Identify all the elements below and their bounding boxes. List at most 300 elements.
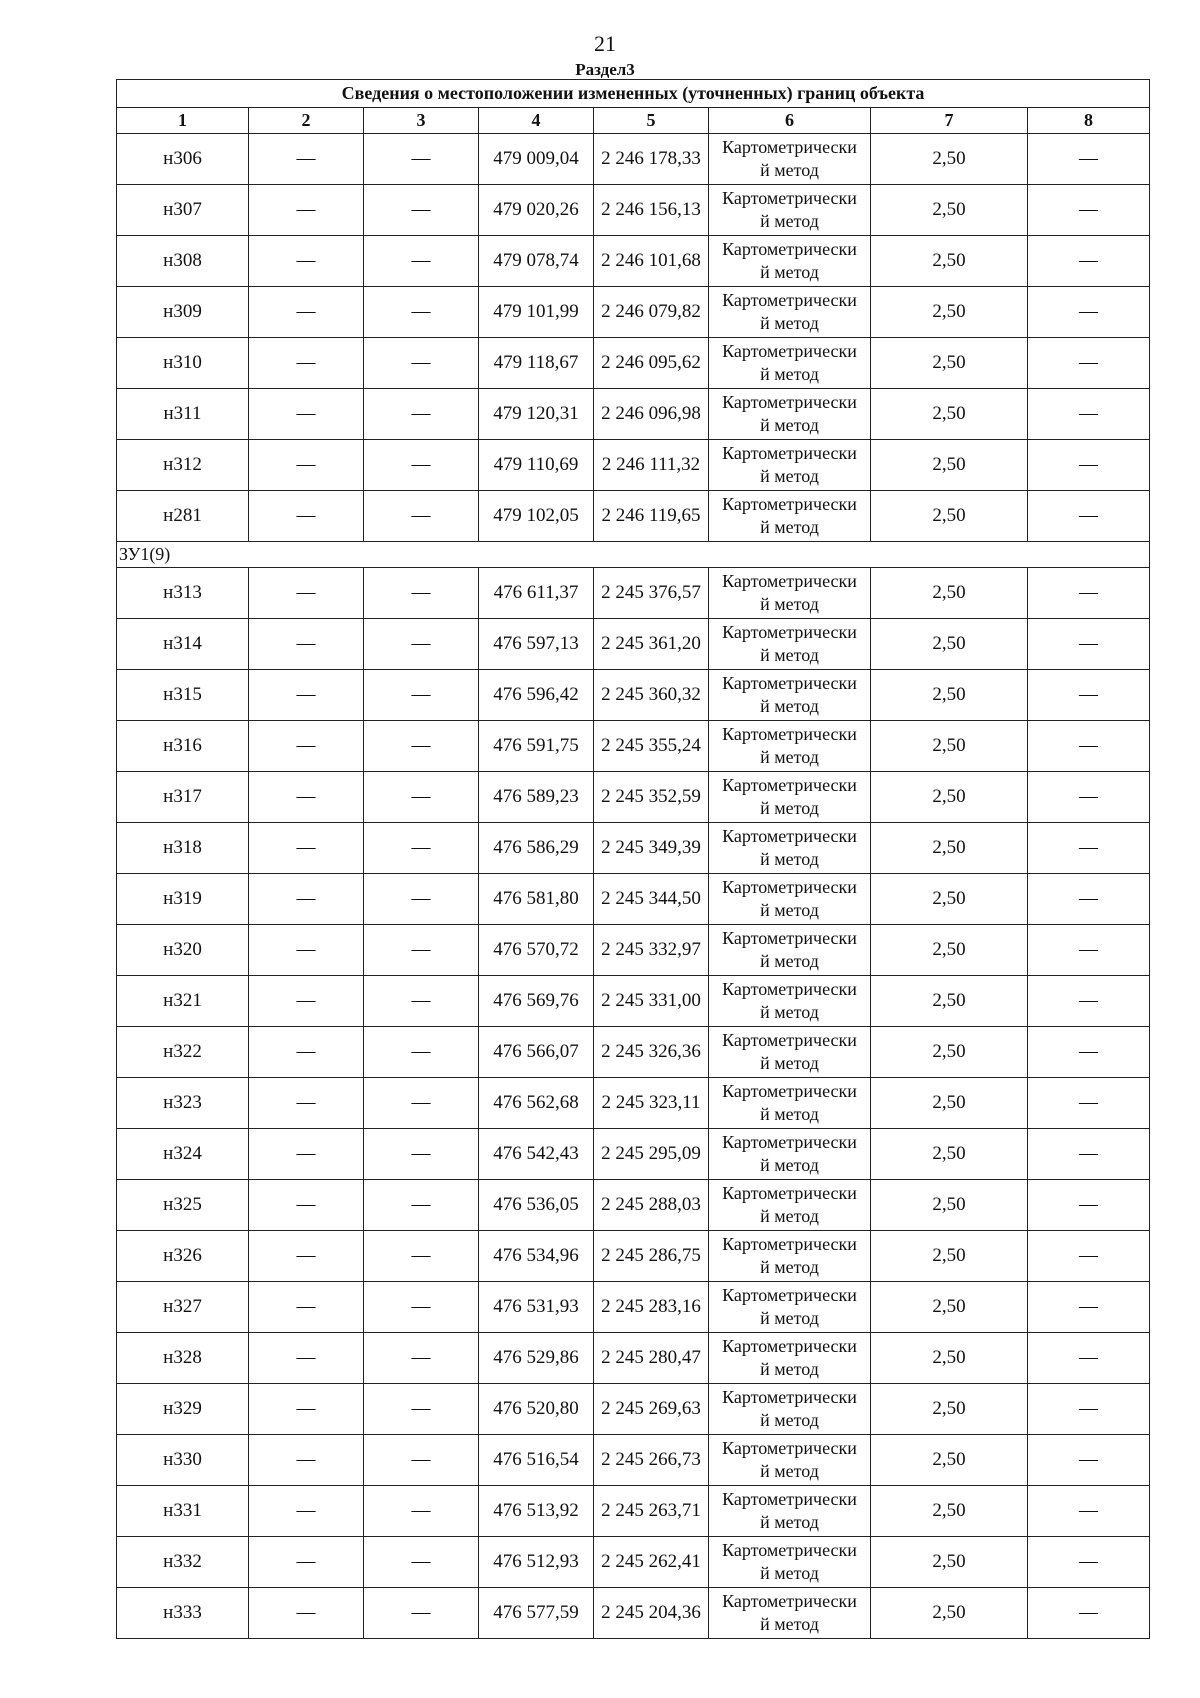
method-cell [709,1282,871,1333]
empty-dash-cell: — [1028,185,1150,236]
point-number-cell: н332 [117,1537,249,1588]
x-coordinate-cell: 479 078,74 [479,236,594,287]
empty-dash-cell: — [249,1537,364,1588]
point-number-cell: н328 [117,1333,249,1384]
empty-dash-cell: — [249,874,364,925]
x-coordinate-cell: 479 120,31 [479,389,594,440]
y-coordinate-cell: 2 246 156,13 [594,185,709,236]
method-cell [709,568,871,619]
method-cell [709,236,871,287]
method-line: й метод [760,849,819,869]
x-coordinate-cell: 476 569,76 [479,976,594,1027]
point-number-cell: н330 [117,1435,249,1486]
empty-dash-cell: — [1028,1486,1150,1537]
empty-dash-cell: — [249,134,364,185]
accuracy-cell: 2,50 [871,823,1028,874]
empty-dash-cell: — [249,440,364,491]
method-cell [709,134,871,185]
table-row [117,1282,1150,1333]
empty-dash-cell: — [249,236,364,287]
empty-dash-cell: — [364,1282,479,1333]
method-line: Картометрически [722,443,857,463]
x-coordinate-cell: 476 589,23 [479,772,594,823]
method-line: Картометрически [722,1081,857,1101]
y-coordinate-cell: 2 245 288,03 [594,1180,709,1231]
point-number-cell: н306 [117,134,249,185]
empty-dash-cell: — [364,491,479,542]
method-line: й метод [760,211,819,231]
y-coordinate-cell: 2 246 095,62 [594,338,709,389]
accuracy-cell: 2,50 [871,1231,1028,1282]
y-coordinate-cell: 2 245 295,09 [594,1129,709,1180]
point-number-cell: н311 [117,389,249,440]
y-coordinate-cell: 2 245 269,63 [594,1384,709,1435]
table-row [117,236,1150,287]
point-number-cell: н324 [117,1129,249,1180]
point-number-cell: н314 [117,619,249,670]
table-body [117,134,1150,1639]
empty-dash-cell: — [364,874,479,925]
y-coordinate-cell: 2 245 361,20 [594,619,709,670]
empty-dash-cell: — [364,338,479,389]
method-line: й метод [760,1206,819,1226]
accuracy-cell: 2,50 [871,134,1028,185]
method-line: й метод [760,900,819,920]
x-coordinate-cell: 476 562,68 [479,1078,594,1129]
empty-dash-cell: — [249,338,364,389]
method-line: Картометрически [722,392,857,412]
method-line: Картометрически [722,724,857,744]
accuracy-cell: 2,50 [871,874,1028,925]
empty-dash-cell: — [364,619,479,670]
accuracy-cell: 2,50 [871,1078,1028,1129]
method-cell [709,772,871,823]
empty-dash-cell: — [1028,338,1150,389]
method-line: Картометрически [722,571,857,591]
accuracy-cell: 2,50 [871,491,1028,542]
x-coordinate-cell: 476 597,13 [479,619,594,670]
accuracy-cell: 2,50 [871,287,1028,338]
table-row [117,721,1150,772]
table-row [117,389,1150,440]
x-coordinate-cell: 476 513,92 [479,1486,594,1537]
accuracy-cell: 2,50 [871,1129,1028,1180]
column-number: 8 [1028,108,1150,134]
x-coordinate-cell: 476 586,29 [479,823,594,874]
x-coordinate-cell: 476 520,80 [479,1384,594,1435]
empty-dash-cell: — [1028,874,1150,925]
accuracy-cell: 2,50 [871,236,1028,287]
x-coordinate-cell: 476 611,37 [479,568,594,619]
empty-dash-cell: — [364,670,479,721]
empty-dash-cell: — [1028,1588,1150,1639]
table-row [117,134,1150,185]
empty-dash-cell: — [249,1180,364,1231]
empty-dash-cell: — [249,185,364,236]
method-line: й метод [760,798,819,818]
empty-dash-cell: — [364,1129,479,1180]
table-row [117,925,1150,976]
accuracy-cell: 2,50 [871,568,1028,619]
point-number-cell: н313 [117,568,249,619]
accuracy-cell: 2,50 [871,1384,1028,1435]
empty-dash-cell: — [1028,1537,1150,1588]
empty-dash-cell: — [249,925,364,976]
y-coordinate-cell: 2 245 332,97 [594,925,709,976]
point-number-cell: н318 [117,823,249,874]
method-line: й метод [760,1512,819,1532]
group-label: ЗУ1(9) [117,542,1150,568]
point-number-cell: н319 [117,874,249,925]
table-row [117,1486,1150,1537]
empty-dash-cell: — [249,619,364,670]
method-line: Картометрически [722,137,857,157]
y-coordinate-cell: 2 246 111,32 [594,440,709,491]
method-line: й метод [760,951,819,971]
method-line: Картометрически [722,1183,857,1203]
accuracy-cell: 2,50 [871,1282,1028,1333]
method-line: Картометрически [722,1591,857,1611]
method-line: Картометрически [722,341,857,361]
empty-dash-cell: — [364,568,479,619]
method-line: Картометрически [722,290,857,310]
empty-dash-cell: — [1028,1282,1150,1333]
column-number-row [117,108,1150,134]
point-number-cell: н323 [117,1078,249,1129]
empty-dash-cell: — [364,185,479,236]
y-coordinate-cell: 2 246 178,33 [594,134,709,185]
y-coordinate-cell: 2 245 204,36 [594,1588,709,1639]
empty-dash-cell: — [1028,568,1150,619]
column-number: 5 [594,108,709,134]
empty-dash-cell: — [249,1231,364,1282]
point-number-cell: н331 [117,1486,249,1537]
method-line: й метод [760,1104,819,1124]
point-number-cell: н312 [117,440,249,491]
method-cell [709,976,871,1027]
method-cell [709,1078,871,1129]
table-row [117,772,1150,823]
empty-dash-cell: — [249,568,364,619]
empty-dash-cell: — [364,1078,479,1129]
method-line: й метод [760,364,819,384]
method-line: Картометрически [722,877,857,897]
method-cell [709,440,871,491]
x-coordinate-cell: 476 566,07 [479,1027,594,1078]
empty-dash-cell: — [249,1333,364,1384]
empty-dash-cell: — [364,440,479,491]
empty-dash-cell: — [1028,925,1150,976]
page-number: 21 [594,31,616,56]
method-line: Картометрически [722,1285,857,1305]
empty-dash-cell: — [364,1486,479,1537]
empty-dash-cell: — [1028,1231,1150,1282]
accuracy-cell: 2,50 [871,1027,1028,1078]
table-row [117,1588,1150,1639]
empty-dash-cell: — [1028,389,1150,440]
empty-dash-cell: — [364,389,479,440]
empty-dash-cell: — [1028,1435,1150,1486]
empty-dash-cell: — [249,823,364,874]
table-row [117,1231,1150,1282]
accuracy-cell: 2,50 [871,389,1028,440]
point-number-cell: н307 [117,185,249,236]
empty-dash-cell: — [1028,670,1150,721]
column-number: 7 [871,108,1028,134]
method-line: й метод [760,1257,819,1277]
method-cell [709,1027,871,1078]
table-row [117,1078,1150,1129]
coordinates-table [116,79,1150,1639]
y-coordinate-cell: 2 245 349,39 [594,823,709,874]
x-coordinate-cell: 479 101,99 [479,287,594,338]
method-line: й метод [760,160,819,180]
accuracy-cell: 2,50 [871,185,1028,236]
method-cell [709,619,871,670]
method-line: й метод [760,1002,819,1022]
accuracy-cell: 2,50 [871,1180,1028,1231]
table-row [117,823,1150,874]
accuracy-cell: 2,50 [871,1435,1028,1486]
y-coordinate-cell: 2 246 119,65 [594,491,709,542]
method-cell [709,670,871,721]
accuracy-cell: 2,50 [871,1486,1028,1537]
method-line: Картометрически [722,1489,857,1509]
method-cell [709,338,871,389]
empty-dash-cell: — [364,134,479,185]
method-line: й метод [760,1308,819,1328]
x-coordinate-cell: 476 570,72 [479,925,594,976]
table-caption-row [117,80,1150,108]
method-line: й метод [760,645,819,665]
y-coordinate-cell: 2 245 344,50 [594,874,709,925]
point-number-cell: н329 [117,1384,249,1435]
accuracy-cell: 2,50 [871,772,1028,823]
method-line: й метод [760,1461,819,1481]
column-number: 2 [249,108,364,134]
empty-dash-cell: — [364,1588,479,1639]
empty-dash-cell: — [1028,619,1150,670]
method-line: й метод [760,747,819,767]
empty-dash-cell: — [1028,721,1150,772]
table-row [117,1333,1150,1384]
empty-dash-cell: — [364,1333,479,1384]
empty-dash-cell: — [249,1078,364,1129]
method-line: й метод [760,466,819,486]
empty-dash-cell: — [1028,134,1150,185]
method-cell [709,1333,871,1384]
accuracy-cell: 2,50 [871,925,1028,976]
point-number-cell: н333 [117,1588,249,1639]
method-line: Картометрически [722,826,857,846]
empty-dash-cell: — [249,1435,364,1486]
method-line: Картометрически [722,239,857,259]
method-line: й метод [760,415,819,435]
empty-dash-cell: — [249,1282,364,1333]
method-cell [709,185,871,236]
empty-dash-cell: — [1028,1384,1150,1435]
table-row [117,874,1150,925]
empty-dash-cell: — [364,925,479,976]
method-line: й метод [760,1053,819,1073]
y-coordinate-cell: 2 246 079,82 [594,287,709,338]
y-coordinate-cell: 2 245 355,24 [594,721,709,772]
point-number-cell: н326 [117,1231,249,1282]
empty-dash-cell: — [1028,491,1150,542]
method-line: Картометрически [722,1234,857,1254]
table-row [117,440,1150,491]
empty-dash-cell: — [1028,1180,1150,1231]
accuracy-cell: 2,50 [871,721,1028,772]
x-coordinate-cell: 479 118,67 [479,338,594,389]
accuracy-cell: 2,50 [871,1537,1028,1588]
empty-dash-cell: — [1028,1333,1150,1384]
point-number-cell: н310 [117,338,249,389]
method-line: й метод [760,594,819,614]
y-coordinate-cell: 2 245 376,57 [594,568,709,619]
table-row [117,491,1150,542]
empty-dash-cell: — [1028,823,1150,874]
column-number: 6 [709,108,871,134]
x-coordinate-cell: 479 020,26 [479,185,594,236]
x-coordinate-cell: 476 512,93 [479,1537,594,1588]
point-number-cell: н325 [117,1180,249,1231]
method-line: й метод [760,1359,819,1379]
method-cell [709,1435,871,1486]
table-row [117,619,1150,670]
method-line: Картометрически [722,1336,857,1356]
point-number-cell: н308 [117,236,249,287]
x-coordinate-cell: 476 536,05 [479,1180,594,1231]
y-coordinate-cell: 2 245 323,11 [594,1078,709,1129]
x-coordinate-cell: 476 516,54 [479,1435,594,1486]
table-row [117,1435,1150,1486]
empty-dash-cell: — [1028,976,1150,1027]
column-number: 3 [364,108,479,134]
accuracy-cell: 2,50 [871,1588,1028,1639]
point-number-cell: н315 [117,670,249,721]
method-cell [709,389,871,440]
empty-dash-cell: — [364,1231,479,1282]
accuracy-cell: 2,50 [871,976,1028,1027]
method-line: Картометрически [722,1132,857,1152]
x-coordinate-cell: 479 009,04 [479,134,594,185]
empty-dash-cell: — [364,1180,479,1231]
empty-dash-cell: — [249,287,364,338]
method-line: Картометрически [722,494,857,514]
method-line: й метод [760,696,819,716]
x-coordinate-cell: 476 596,42 [479,670,594,721]
y-coordinate-cell: 2 245 331,00 [594,976,709,1027]
method-line: й метод [760,1614,819,1634]
x-coordinate-cell: 476 581,80 [479,874,594,925]
y-coordinate-cell: 2 245 352,59 [594,772,709,823]
y-coordinate-cell: 2 245 266,73 [594,1435,709,1486]
empty-dash-cell: — [1028,236,1150,287]
method-cell [709,1537,871,1588]
y-coordinate-cell: 2 245 280,47 [594,1333,709,1384]
empty-dash-cell: — [1028,1078,1150,1129]
accuracy-cell: 2,50 [871,1333,1028,1384]
empty-dash-cell: — [1028,1129,1150,1180]
method-cell [709,1231,871,1282]
method-cell [709,1588,871,1639]
method-line: Картометрически [722,979,857,999]
empty-dash-cell: — [249,389,364,440]
empty-dash-cell: — [249,1027,364,1078]
method-line: й метод [760,1410,819,1430]
method-cell [709,1486,871,1537]
empty-dash-cell: — [364,236,479,287]
table-row [117,976,1150,1027]
point-number-cell: н320 [117,925,249,976]
method-line: й метод [760,517,819,537]
empty-dash-cell: — [249,976,364,1027]
y-coordinate-cell: 2 245 326,36 [594,1027,709,1078]
empty-dash-cell: — [249,1384,364,1435]
x-coordinate-cell: 476 577,59 [479,1588,594,1639]
table-row [117,1384,1150,1435]
method-line: Картометрически [722,188,857,208]
x-coordinate-cell: 476 542,43 [479,1129,594,1180]
y-coordinate-cell: 2 245 360,32 [594,670,709,721]
method-cell [709,491,871,542]
empty-dash-cell: — [249,1588,364,1639]
method-cell [709,1384,871,1435]
empty-dash-cell: — [364,823,479,874]
empty-dash-cell: — [364,1384,479,1435]
y-coordinate-cell: 2 245 283,16 [594,1282,709,1333]
method-cell [709,925,871,976]
empty-dash-cell: — [1028,1027,1150,1078]
empty-dash-cell: — [249,1486,364,1537]
method-cell [709,823,871,874]
y-coordinate-cell: 2 246 096,98 [594,389,709,440]
method-cell [709,287,871,338]
empty-dash-cell: — [364,1027,479,1078]
group-row [117,542,1150,568]
point-number-cell: н309 [117,287,249,338]
y-coordinate-cell: 2 245 286,75 [594,1231,709,1282]
empty-dash-cell: — [1028,772,1150,823]
x-coordinate-cell: 476 534,96 [479,1231,594,1282]
table-row [117,185,1150,236]
point-number-cell: н317 [117,772,249,823]
method-line: Картометрически [722,1540,857,1560]
table-row [117,1129,1150,1180]
empty-dash-cell: — [249,772,364,823]
table-caption: Сведения о местоположении измененных (уточненных) границ объекта [117,80,1150,108]
column-number: 4 [479,108,594,134]
table-row [117,287,1150,338]
y-coordinate-cell: 2 245 262,41 [594,1537,709,1588]
table-row [117,338,1150,389]
empty-dash-cell: — [249,1129,364,1180]
table-row [117,568,1150,619]
method-cell [709,721,871,772]
method-line: Картометрически [722,622,857,642]
section-title: Раздел3 [575,60,635,79]
empty-dash-cell: — [364,1537,479,1588]
x-coordinate-cell: 479 102,05 [479,491,594,542]
y-coordinate-cell: 2 246 101,68 [594,236,709,287]
point-number-cell: н321 [117,976,249,1027]
method-line: Картометрически [722,1387,857,1407]
point-number-cell: н322 [117,1027,249,1078]
empty-dash-cell: — [1028,440,1150,491]
column-number: 1 [117,108,249,134]
table-row [117,670,1150,721]
